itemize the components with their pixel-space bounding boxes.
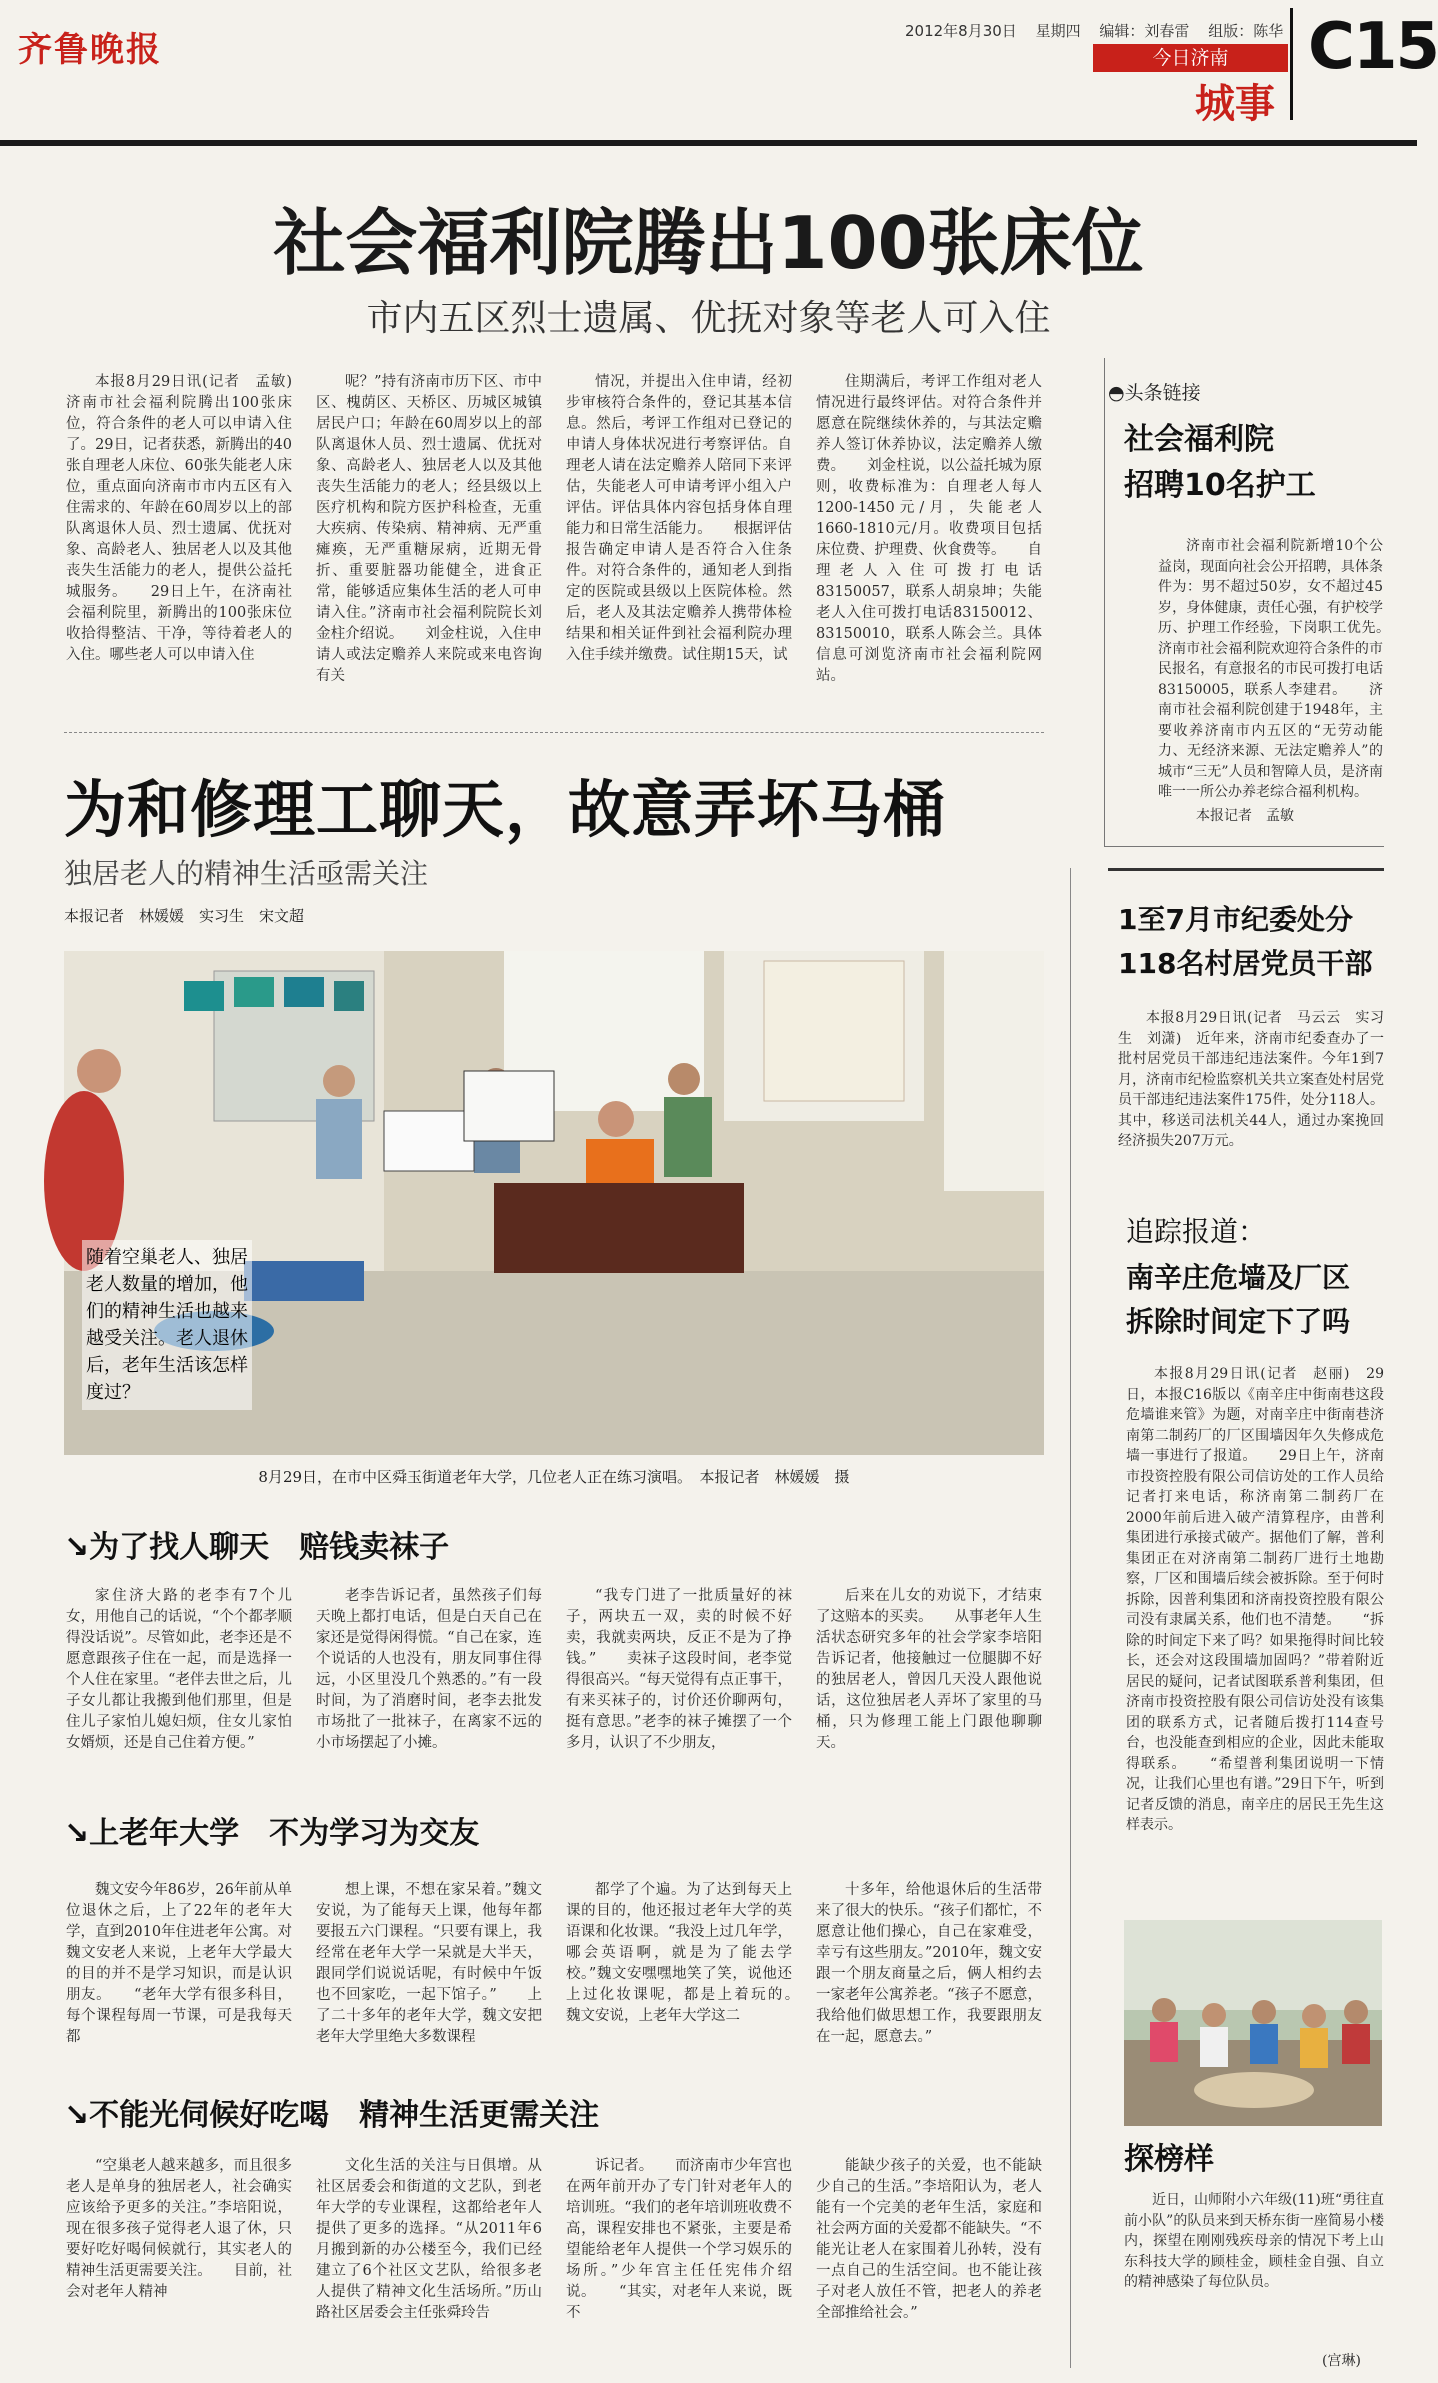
story1-col-2 — [316, 372, 542, 712]
side4-title: 探榜样 — [1124, 2142, 1214, 2177]
paragraph: 文化生活的关注与日俱增。从社区居委会和街道的文艺队，到老年大学的专业课程，这都给老年人提供了更多的选择。“从2011年6月搬到新的办公楼至今，我们已经建立了6个社区文艺队，给很多老人提供了精神文化生活场所。”历山路社区居委会主任张舜玲告 — [316, 2158, 542, 2321]
s2-col-3 — [566, 1880, 821, 2070]
arrow-icon: ↘ — [64, 1816, 90, 1851]
section1-head — [64, 1522, 449, 1566]
paragraph: 济南市社会福利院新增10个公益岗，现面向社会公开招聘，具体条件为：男不超过50岁，女不超过45岁，身体健康，责任心强，有护校学历、护理工作经验，下岗职工优先。 济南市社会福利院欢迎符合条件的市民报名，有意报名的市民可拨打电话83150005，联系人李建君。 济南市社会福利院创建于1948年，主要收养济南市内五区的“无劳动能力、无经济来源、无法定赡养人”的城市“三无”人员和智障人员，是济南唯一一所公办养老综合福利机构。 — [1158, 538, 1411, 800]
side3-label: 追踪报道： — [1126, 1215, 1267, 1248]
side2-title-1: 1至7月市纪委处分 — [1118, 903, 1353, 936]
paragraph: 都学了个遍。为了达到每天上课的目的，他还报过老年大学的英语课和化妆课。“我没上过几年学，哪会英语啊，就是为了能去学校。”魏文安嘿嘿地笑了笑，说他还上过化妆课呢，都是上着玩的。 魏文安说，上老年大学这二 — [566, 1882, 821, 2024]
side2-title-2: 118名村居党员干部 — [1118, 947, 1373, 980]
link-label — [1108, 378, 1201, 405]
story1-subtitle: 市内五区烈士遗属、优抚对象等老人可入住 — [366, 298, 1051, 339]
link-title-1: 社会福利院 — [1124, 422, 1274, 457]
paragraph: 老李告诉记者，虽然孩子们每天晚上都打电话，但是白天自己在家还是觉得闲得慌。“自己在家，连个说话的人也没有，朋友同事住得远，小区里没几个熟悉的。”有一段时间，为了消磨时间，老李去批发市场批了一批袜子，在离家不远的小市场摆起了小摊。 — [316, 1588, 542, 1751]
paragraph: 魏文安今年86岁，26年前从单位退休之后，上了22年的老年大学，直到2010年住进老年公寓。对魏文安老人来说，上老年大学最大的目的并不是学习知识，而是认识朋友。 “老年大学有很多科目，每个课程每周一节课，可是我每天都 — [66, 1882, 292, 2045]
side4-author: (宫琳) — [1322, 2353, 1361, 2369]
s3-col-2 — [316, 2156, 542, 2368]
paragraph: 十多年，给他退休后的生活带来了很大的快乐。“孩子们都忙，不愿意让他们操心，自己在家难受，幸亏有这些朋友。”2010年，魏文安跟一个朋友商量之后，俩人相约去一家老年公寓养老。“孩子不愿意，我给他们做思想工作，我要跟朋友在一起，愿意去。” — [816, 1882, 1042, 2045]
designer: 组版：陈华 — [1208, 22, 1284, 40]
s2-col-1 — [66, 1880, 292, 2070]
paragraph: 后来在儿女的劝说下，才结束了这赔本的买卖。 从事老年人生活状态研究多年的社会学家李培阳告诉记者，他接触过一位腿脚不好的独居老人，曾因几天没人跟他说话，这位独居老人弄坏了家里的马桶，只为修理工能上门跟他聊聊天。 — [816, 1588, 1042, 1751]
story2-byline: 本报记者 林媛媛 实习生 宋文超 — [64, 907, 305, 925]
overlay-text: 随着空巢老人、独居老人数量的增加，他们的精神生活也越来越受关注。老人退休后，老年生活该怎样度过？ — [86, 1247, 248, 1403]
page-meta — [905, 20, 1297, 41]
paragraph: 能缺少孩子的关爱，也不能缺少自己的生活。”李培阳认为，老人能有一个完美的老年生活，家庭和社会两方面的关爱都不能缺失。“不能光让老人在家围着儿孙转，没有一点自己的生活空间。也不能让孩子对老人放任不管，把老人的养老全部推给社会。” — [816, 2158, 1042, 2321]
arrow-icon: ↘ — [64, 2098, 90, 2133]
s2-col-4 — [816, 1880, 1042, 2070]
editor: 编辑：刘春雷 — [1099, 22, 1190, 40]
section3-head — [64, 2090, 599, 2134]
side-rule — [1108, 868, 1384, 871]
s3-col-1 — [66, 2156, 292, 2368]
top-rule — [0, 140, 1417, 146]
side4-photo — [1124, 1920, 1382, 2126]
paragraph: 本报8月29日讯(记者 赵丽) 29日，本报C16版以《南辛庄中街南巷这段危墙谁来管》为题，对南辛庄中街南巷济南第二制药厂的厂区围墙因年久失修成危墙一事进行了报道。 29日上午，济南市投资控股有限公司信访处的工作人员给记者打来电话，称济南第二制药厂在2000年前后进入破产清算程序，由普利集团进行承接式破产。据他们了解，普利集团正在对济南第二制药厂进行土地勘察，厂区和围墙后续会被拆除。至于何时拆除，因普利集团和济南投资控股有限公司没有隶属关系，他们也不清楚。 “拆除的时间定下来了吗？如果拖得时间比较长，还会对这段围墙加固吗？”带着附近居民的疑问，记者试图联系普利集团，但济南市投资控股有限公司信访处没有该集团的联系方式，记者随后拨打114查号台，也没能查到相应的企业，因此未能取得联系。 “希望普利集团说明一下情况，让我们心里也有谱。”29日下午，听到记者反馈的消息，南辛庄的居民王先生这样表示。 — [1126, 1366, 1384, 1833]
paragraph: “空巢老人越来越多，而且很多老人是单身的独居老人，社会确实应该给予更多的关注。”李培阳说，现在很多孩子觉得老人退了休，只要好吃好喝伺候就行，其实老人的精神生活更需要关注。 目前，社会对老年人精神 — [66, 2158, 292, 2300]
s2-col-2 — [316, 1880, 542, 2070]
link-label-text: 头条链接 — [1124, 382, 1201, 404]
side3-title-1: 南辛庄危墙及厂区 — [1126, 1261, 1351, 1294]
paper-logo: 齐鲁晚报 — [18, 30, 162, 70]
date: 2012年8月30日 — [905, 22, 1017, 40]
paragraph: 近日，山师附小六年级(11)班“勇往直前小队”的队员来到天桥东街一座简易小楼内，探望在刚刚残疾母亲的情况下考上山东科技大学的顾桂金，顾桂金自强、自立的精神感染了每位队员。 — [1124, 2192, 1384, 2290]
page-number: C15 — [1308, 10, 1438, 84]
side3-body — [1126, 1364, 1384, 1904]
arrow-icon: ↘ — [64, 1530, 90, 1565]
bulb-icon: ◓ — [1108, 382, 1125, 404]
paragraph: 本报8月29日讯(记者 马云云 实习生 刘潇) 近年来，济南市纪委查办了一批村居党员干部违纪违法案件。今年1到7月，济南市纪检监察机关共立案查处村居党员干部违纪违法案件175件，处分118人。其中，移送司法机关44人，通过办案挽回经济损失207万元。 — [1118, 1010, 1384, 1149]
photo-overlay-caption — [82, 1240, 252, 1410]
link-author: 本报记者 孟敏 — [1196, 808, 1294, 824]
story1-col-4 — [816, 372, 1042, 712]
channel-tag: 今日济南 — [1093, 44, 1288, 72]
side3-title-2: 拆除时间定下了吗 — [1126, 1305, 1351, 1338]
paragraph: 住期满后，考评工作组对老人情况进行最终评估。对符合条件并愿意在院继续休养的，与其法定赡养人签订休养协议，法定赡养人缴费。 刘金柱说，以公益托城为原则，收费标准为：自理老人每人1200-1450元/月，失能老人1660-1810元/月。收费项目包括床位费、护理费、伙食费等。 自理老人入住可拨打电话83150057，联系人胡泉坤；失能老人入住可拨打电话83150012、83150010，联系人陈会兰。具体信息可浏览济南市社会福利院网站。 — [816, 374, 1042, 684]
link-box-bottom — [1104, 846, 1384, 847]
story2-subtitle: 独居老人的精神生活亟需关注 — [64, 857, 429, 890]
paragraph: 本报8月29日讯(记者 孟敏) 济南市社会福利院腾出100张床位，符合条件的老人可以申请入住了。29日，记者获悉，新腾出的40张自理老人床位、60张失能老人床位，重点面向济南市市内五区有入住需求的、年龄在60周岁以上的部队离退休人员、烈士遗属、优抚对象、高龄老人、独居老人以及其他丧失生活能力的老人，提供公益托城服务。 29日上午，在济南社会福利院里，新腾出的100张床位收拾得整洁、干净，等待着老人的入住。哪些老人可以申请入住 — [66, 374, 307, 663]
paragraph: 诉记者。 而济南市少年宫也在两年前开办了专门针对老年人的培训班。“我们的老年培训班收费不高，课程安排也不紧张，主要是希望能给老年人提供一个学习娱乐的场所。”少年宫主任任宪伟介绍说。 “其实，对老年人来说，既不 — [566, 2158, 792, 2321]
s1-col-4 — [816, 1586, 1042, 1786]
s3-col-3 — [566, 2156, 792, 2368]
link-title-2: 招聘10名护工 — [1124, 468, 1316, 503]
story1-col-3 — [566, 372, 792, 712]
s1-col-3 — [566, 1586, 792, 1786]
side4-body — [1124, 2190, 1384, 2350]
weekday: 星期四 — [1035, 22, 1081, 40]
s1-col-2 — [316, 1586, 542, 1786]
section3-head-text: 不能光伺候好吃喝 精神生活更需关注 — [89, 2098, 600, 2133]
story-divider — [64, 732, 1044, 733]
story1-title: 社会福利院腾出100张床位 — [273, 201, 1144, 285]
paragraph: 呢？”持有济南市历下区、市中区、槐荫区、天桥区、历城区城镇居民户口；年龄在60周岁以上的部队离退休人员、烈士遗属、优抚对象、高龄老人、独居老人以及其他丧失生活能力的老人；经县级以上医疗机构和院方医护科检查，无重大疾病、传染病、精神病、无严重瘫痪，无严重糖尿病，近期无骨折、重要脏器功能健全，进食正常，能够适应集体生活的老人可申请入住。”济南市社会福利院院长刘金柱介绍说。 刘金柱说，入住申请人或法定赡养人来院或来电咨询有关 — [316, 374, 542, 684]
photo-caption: 8月29日，在市中区舜玉街道老年大学，几位老人正在练习演唱。 本报记者 林媛媛 摄 — [258, 1468, 850, 1486]
link-body — [1158, 536, 1411, 808]
s1-col-1 — [66, 1586, 292, 1786]
paragraph: “我专门进了一批质量好的袜子，两块五一双，卖的时候不好卖，我就卖两块，反正不是为了挣钱。” 卖袜子这段时间，老李觉得很高兴。“每天觉得有点正事干，有来买袜子的，讨价还价聊两句，挺有意思。”老李的袜子摊摆了一个多月，认识了不少朋友， — [566, 1588, 792, 1751]
masthead-divider — [1290, 8, 1293, 120]
story2-title: 为和修理工聊天，故意弄坏马桶 — [64, 773, 947, 846]
group-photo — [1124, 1920, 1382, 2126]
section1-head-text: 为了找人聊天 赔钱卖袜子 — [89, 1530, 450, 1565]
side2-body — [1118, 1008, 1384, 1198]
paragraph: 情况，并提出入住申请，经初步审核符合条件的，登记其基本信息。然后，考评工作组对已登记的申请人身体状况进行考察评估。自理老人请在法定赡养人陪同下来评估，失能老人可申请考评小组入户评估。评估具体内容包括身体自理能力和日常生活能力。 根据评估报告确定申请人是否符合入住条件。对符合条件的，通知老人到指定的医院或县级以上医院体检。然后，老人及其法定赡养人携带体检结果和相关证件到社会福利院办理入住手续并缴费。试住期15天，试 — [566, 374, 792, 663]
paragraph: 想上课，不想在家呆着。”魏文安说，为了能每天上课，他每年都要报五六门课程。“只要有课上，我经常在老年大学一呆就是大半天，跟同学们说说话呢，有时候中午饭也不回家吃，一起下馆子。” 上了二十多年的老年大学，魏文安把老年大学里绝大多数课程 — [316, 1882, 542, 2045]
section-name: 城事 — [1195, 81, 1275, 127]
section2-head — [64, 1808, 479, 1852]
s3-col-4 — [816, 2156, 1042, 2368]
column-divider — [1070, 868, 1071, 2368]
link-box-border — [1104, 358, 1105, 846]
paragraph: 家住济大路的老李有7个儿女，用他自己的话说，“个个都孝顺得没话说”。尽管如此，老李还是不愿意跟孩子住在一起，而是选择一个人住在家里。“老伴去世之后，儿子女儿都让我搬到他们那里，但是住儿子家怕儿媳妇烦，住女儿家怕女婿烦，还是自己住着方便。” — [66, 1588, 292, 1751]
section2-head-text: 上老年大学 不为学习为交友 — [89, 1816, 480, 1851]
story1-col-1 — [66, 372, 307, 712]
